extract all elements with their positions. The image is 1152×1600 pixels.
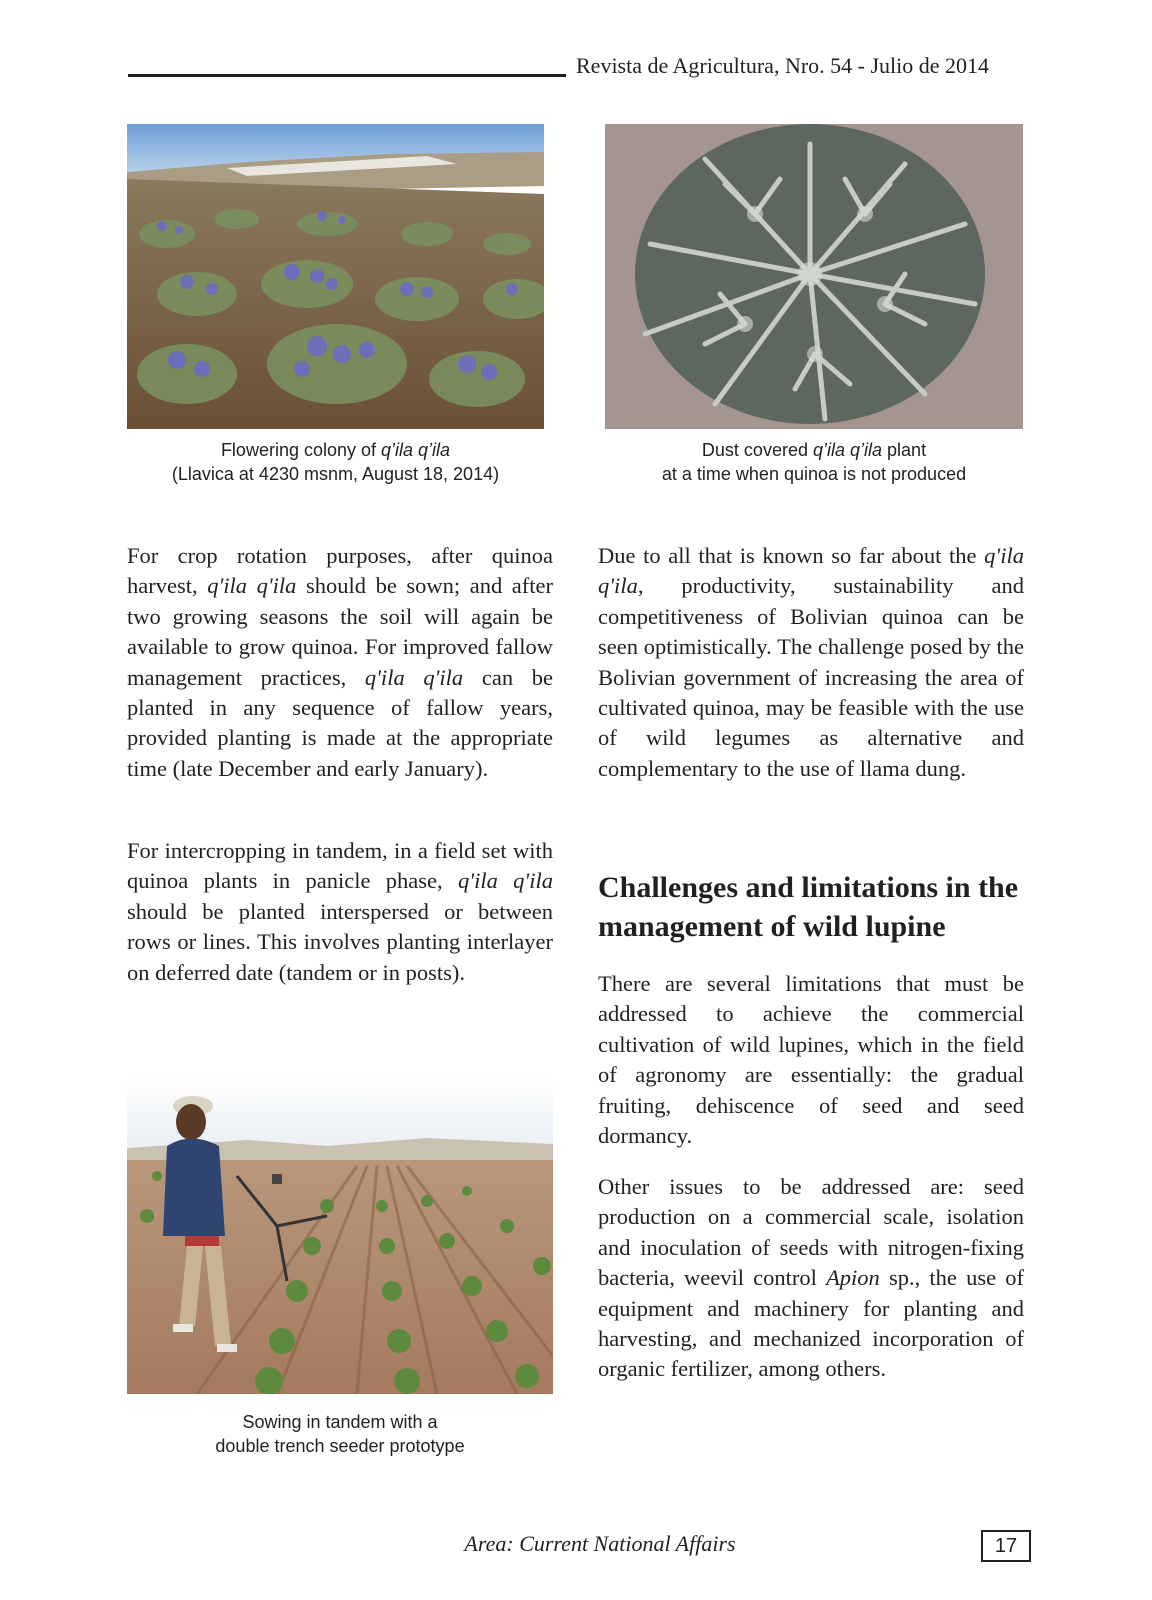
text-span: can be planted in any sequence of fallow years, provided planting is made at the appropriate time (late December and early January). <box>127 664 553 781</box>
italic-term: q'ila q'ila <box>364 664 464 690</box>
paragraph-limitations <box>598 969 1024 1151</box>
text-span: Due to all that is known so far about the <box>598 543 985 568</box>
text-span: sp., the use of equipment and machinery for planting and harvesting, and mechanized incorporation of organic fertilizer, among others. <box>598 1265 1024 1382</box>
paragraph-other-issues <box>598 1172 1024 1385</box>
text-span: For intercropping in tandem, in a field set with quinoa plants in panicle phase, <box>127 838 553 894</box>
page-number: 17 <box>981 1530 1031 1562</box>
caption-flowering-colony <box>127 438 544 486</box>
journal-header: Revista de Agricultura, Nro. 54 - Julio de 2014 <box>576 53 990 78</box>
photo-dust-covered-plant <box>605 124 1023 429</box>
text-span: Other issues to be addressed are: seed production on a commercial scale, isolation and inoculation of seeds with nitrogen-fixing bacteria, weevil control <box>598 1174 1024 1291</box>
italic-term: q'ila q'ila <box>598 543 1024 599</box>
photo-flowering-colony <box>127 124 544 429</box>
italic-term: q'ila q'ila <box>207 573 297 599</box>
text-span: There are several limitations that must be addressed to achieve the commercial cultivation of wild lupines, which in the field of agronomy are essentially: the gradual fruiting, dehiscence of seed and seed dormancy. <box>598 971 1024 1149</box>
caption-2-line2: at a time when quinoa is not produced <box>661 464 967 484</box>
caption-1-line2: (Llavica at 4230 msnm, August 18, 2014) <box>171 464 500 484</box>
caption-2-suffix: plant <box>882 440 927 460</box>
caption-dust-covered-plant <box>605 438 1023 486</box>
caption-sowing-in-tandem <box>127 1410 553 1458</box>
text-span: For crop rotation purposes, after quinoa harvest, <box>127 543 553 599</box>
caption-3-line2: double trench seeder prototype <box>215 1436 465 1456</box>
footer-area-label: Area: Current National Affairs <box>464 1531 736 1556</box>
text-span: , productivity, sustainability and competitiveness of Bolivian quinoa can be seen optimistically. The challenge posed by the Bolivian government of increasing the area of cultivated quinoa, may be feasible with the use of wild legumes as alternative and complementary to the use of llama dung. <box>598 573 1024 781</box>
caption-1-italic: q’ila q’ila <box>381 440 451 460</box>
caption-1-prefix: Flowering colony of <box>220 440 382 460</box>
text-span: should be planted interspersed or between rows or lines. This involves planting interlayer on deferred date (tandem or in posts). <box>127 898 553 985</box>
paragraph-intercropping <box>127 836 553 988</box>
header-rule <box>128 74 566 77</box>
caption-2-prefix: Dust covered <box>701 440 813 460</box>
italic-term: q'ila q'ila <box>458 868 553 894</box>
section-heading: Challenges and limitations in the management of wild lupine <box>598 871 1019 943</box>
text-span: should be sown; and after two growing seasons the soil will again be available to grow quinoa. For improved fallow management practices, <box>127 573 553 690</box>
caption-3-line1: Sowing in tandem with a <box>242 1412 438 1432</box>
photo-sowing-in-tandem <box>127 1076 553 1394</box>
paragraph-optimistic-outlook <box>598 541 1024 784</box>
italic-term: Apion <box>826 1265 880 1291</box>
caption-2-italic: q’ila q’ila <box>812 440 883 460</box>
paragraph-crop-rotation <box>127 541 553 784</box>
